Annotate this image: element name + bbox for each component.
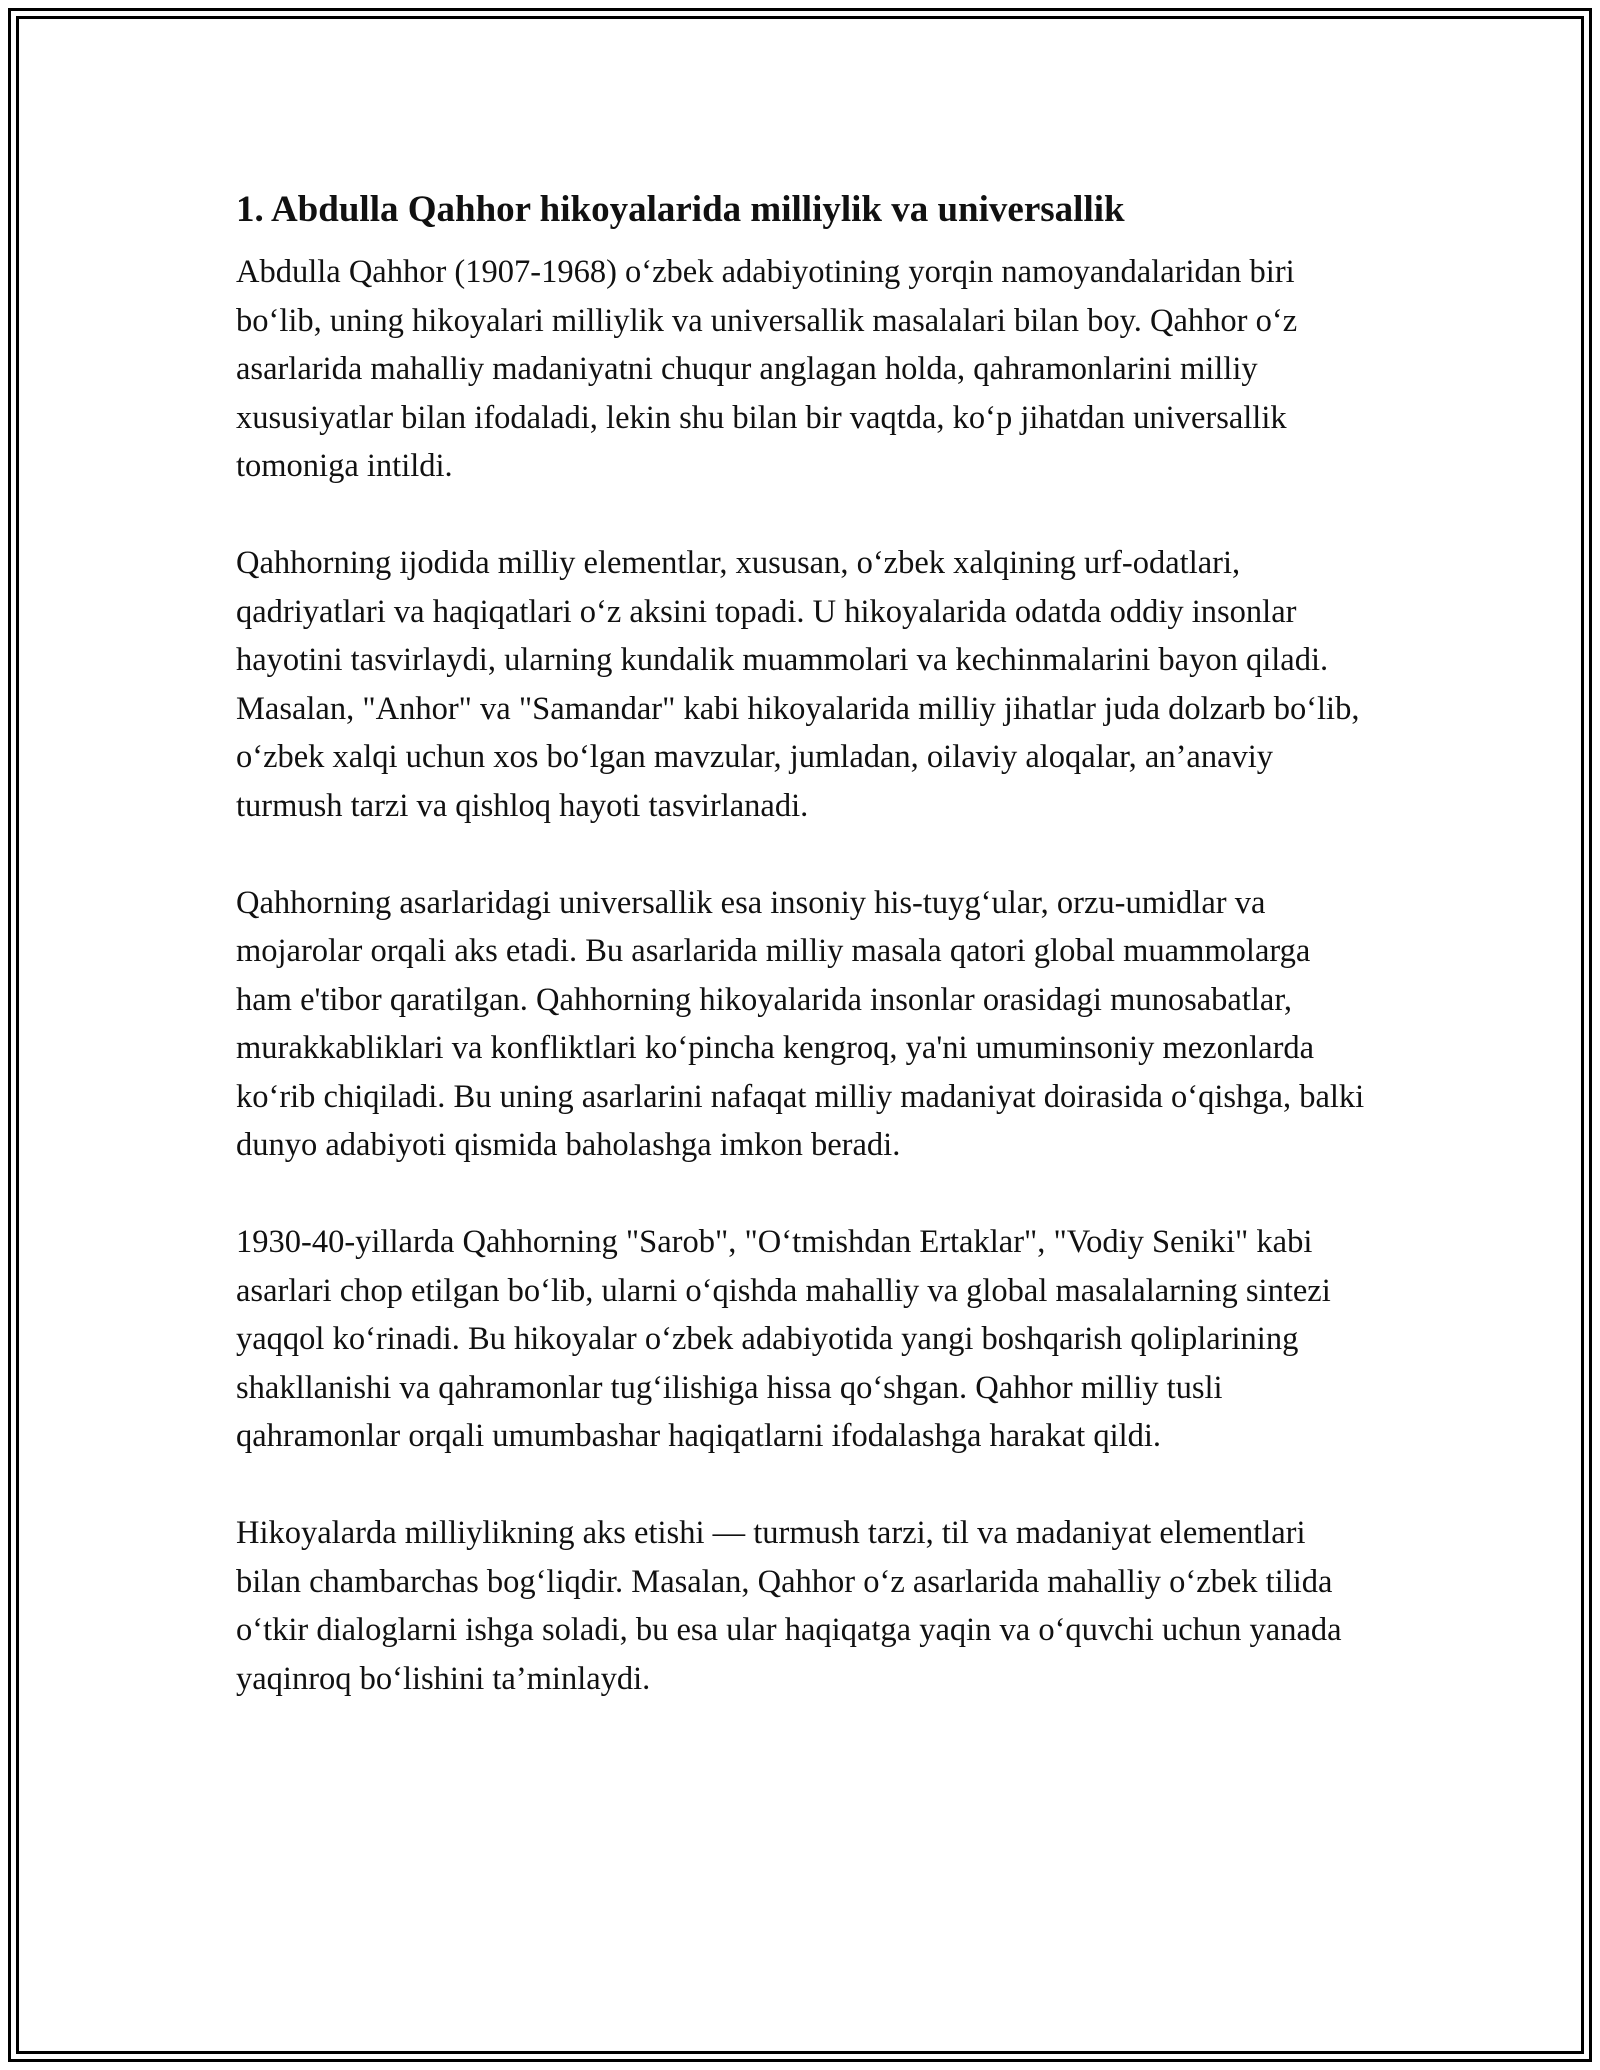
- paragraph-4: 1930-40-yillarda Qahhorning "Sarob", "O‘tmishdan Ertaklar", "Vodiy Seniki" kabi asarlari chop etilgan bo‘lib, ularni o‘qishda mahalliy va global masalalarning sintezi yaqqol ko‘rinadi. Bu hikoyalar o‘zbek adabiyotida yangi boshqarish qoliplarining shakllanishi va qahramonlar tug‘ilishiga hissa qo‘shgan. Qahhor milliy tusli qahramonlar orqali umumbashar haqiqatlarni ifodalashga harakat qildi.: [236, 1224, 1331, 1454]
- paragraph-1: Abdulla Qahhor (1907-1968) o‘zbek adabiyotining yorqin namoyandalaridan biri bo‘lib, uning hikoyalari milliylik va universallik masalalari bilan boy. Qahhor o‘z asarlarida mahalliy madaniyatni chuqur anglagan holda, qahramonlarini milliy xususiyatlar bilan ifodaladi, lekin shu bilan bir vaqtda, ko‘p jihatdan universallik tomoniga intildi.: [236, 254, 1298, 484]
- paragraph-5: Hikoyalarda milliylikning aks etishi — turmush tarzi, til va madaniyat elementlari bilan chambarchas bog‘liqdir. Masalan, Qahhor o‘z asarlarida mahalliy o‘zbek tilida o‘tkir dialoglarni ishga soladi, bu esa ular haqiqatga yaqin va o‘quvchi uchun yanada yaqinroq bo‘lishini ta’minlaydi.: [236, 1515, 1342, 1697]
- paragraph-3: Qahhorning asarlaridagi universallik esa insoniy his-tuyg‘ular, orzu-umidlar va mojarolar orqali aks etadi. Bu asarlarida milliy masala qatori global muammolarga ham e'tibor qaratilgan. Qahhorning hikoyalarida insonlar orasidagi munosabatlar, murakkabliklari va konfliktlari ko‘pincha kengroq, ya'ni umuminsoniy mezonlarda ko‘rib chiqiladi. Bu uning asarlarini nafaqat milliy madaniyat doirasida o‘qishga, balki dunyo adabiyoti qismida baholashga imkon beradi.: [236, 884, 1365, 1163]
- section-heading: 1. Abdulla Qahhor hikoyalarida milliylik va universallik: [236, 189, 1125, 230]
- paragraph-2: Qahhorning ijodida milliy elementlar, xususan, o‘zbek xalqining urf-odatlari, qadriyatlari va haqiqatlari o‘z aksini topadi. U hikoyalarida odatda oddiy insonlar hayotini tasvirlaydi, ularning kundalik muammolari va kechinmalarini bayon qiladi. Masalan, "Anhor" va "Samandar" kabi hikoyalarida milliy jihatlar juda dolzarb bo‘lib, o‘zbek xalqi uchun xos bo‘lgan mavzular, jumladan, oilaviy aloqalar, an’anaviy turmush tarzi va qishloq hayoti tasvirlanadi.: [236, 545, 1360, 824]
- document-body: [236, 188, 1366, 1703]
